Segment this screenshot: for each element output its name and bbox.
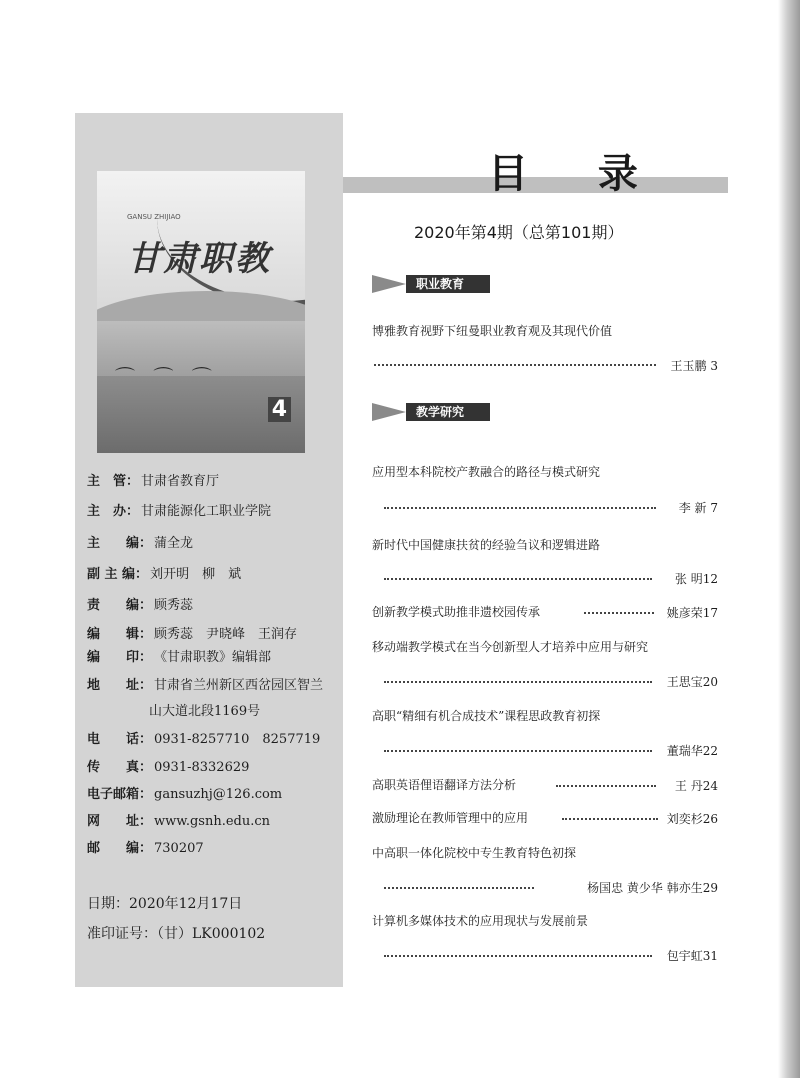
section-label: 教学研究 bbox=[406, 403, 490, 421]
article-author-page: 刘奕杉26 bbox=[666, 812, 718, 826]
article-title[interactable]: 中高职一体化院校中专生教育特色初探 bbox=[372, 846, 577, 860]
leader-dots bbox=[584, 612, 654, 614]
masthead-row: 主 编： 蒲全龙 bbox=[87, 536, 194, 551]
leader-dots bbox=[384, 750, 652, 752]
leader-dots bbox=[384, 578, 652, 580]
article-title[interactable]: 激励理论在教师管理中的应用 bbox=[372, 811, 529, 825]
leader-dots bbox=[384, 507, 656, 509]
masthead-row: 传 真： 0931-8332629 bbox=[87, 760, 250, 775]
masthead-row: 编 辑： 顾秀蕊 尹晓峰 王润存 bbox=[87, 627, 298, 642]
masthead-row: 主 管： 甘肃省教育厅 bbox=[87, 474, 220, 489]
masthead-row: 主 办： 甘肃能源化工职业学院 bbox=[87, 504, 272, 519]
article-title[interactable]: 高职英语俚语翻译方法分析 bbox=[372, 778, 517, 792]
section-header bbox=[372, 275, 490, 293]
masthead-row: 电 话： 0931-8257710 8257719 bbox=[87, 732, 321, 747]
print-permit: 准印证号：（甘）LK000102 bbox=[87, 926, 266, 942]
article-author-page: 李 新 7 bbox=[678, 501, 718, 515]
page-title: 目 录 bbox=[488, 150, 666, 197]
section-label: 职业教育 bbox=[406, 275, 490, 293]
masthead-row: 编 印： 《甘肃职教》编辑部 bbox=[87, 650, 272, 665]
article-title[interactable]: 应用型本科院校产教融合的路径与模式研究 bbox=[372, 465, 601, 479]
article-title[interactable]: 创新教学模式助推非遗校园传承 bbox=[372, 605, 541, 619]
issue-line: 2020年第4期（总第101期） bbox=[414, 223, 624, 242]
article-author-page: 王玉鹏 3 bbox=[670, 359, 718, 373]
leader-dots bbox=[384, 887, 534, 889]
cover-journal-name: 甘肃职教 bbox=[127, 239, 271, 279]
article-title[interactable]: 计算机多媒体技术的应用现状与发展前景 bbox=[372, 914, 589, 928]
leader-dots bbox=[374, 364, 656, 366]
print-date: 日期：2020年12月17日 bbox=[87, 896, 243, 912]
article-author-page: 姚彦荣17 bbox=[666, 606, 718, 620]
article-author-page: 张 明12 bbox=[674, 572, 718, 586]
article-author-page: 董瑞华22 bbox=[666, 744, 718, 758]
leader-dots bbox=[384, 955, 652, 957]
article-author-page: 王 丹24 bbox=[674, 779, 718, 793]
masthead-row: 邮 编： 730207 bbox=[87, 841, 204, 856]
article-author-page: 杨国忠 黄少华 韩亦生29 bbox=[587, 881, 718, 895]
masthead-row: 网 址： www.gsnh.edu.cn bbox=[87, 814, 271, 829]
section-arrow-icon bbox=[372, 275, 406, 293]
page-edge-shadow bbox=[778, 0, 800, 1078]
leader-dots bbox=[384, 681, 652, 683]
masthead-row: 地 址： 甘肃省兰州新区西岔园区智兰 bbox=[87, 678, 324, 693]
masthead-row: 电子邮箱： gansuzhj@126.com bbox=[87, 787, 283, 802]
section-arrow-icon bbox=[372, 403, 406, 421]
leader-dots bbox=[556, 785, 656, 787]
cover-issue-number: 4 bbox=[268, 397, 291, 422]
masthead-panel bbox=[75, 113, 343, 987]
article-title[interactable]: 新时代中国健康扶贫的经验刍议和逻辑进路 bbox=[372, 538, 601, 552]
section-header bbox=[372, 403, 490, 421]
cover-birds-icon: ⌒ ⌒ ⌒ bbox=[115, 365, 218, 389]
masthead-row: 山大道北段1169号 bbox=[149, 704, 261, 719]
article-author-page: 王思宝20 bbox=[666, 675, 718, 689]
masthead-row: 责 编： 顾秀蕊 bbox=[87, 598, 194, 613]
cover-english-name: GANSU ZHIJIAO bbox=[127, 213, 181, 221]
journal-cover-image bbox=[97, 171, 305, 453]
article-author-page: 包宇虹31 bbox=[666, 949, 718, 963]
leader-dots bbox=[562, 818, 658, 820]
article-title[interactable]: 移动端教学模式在当今创新型人才培养中应用与研究 bbox=[372, 640, 649, 654]
masthead-row: 副 主 编： 刘开明 柳 斌 bbox=[87, 567, 242, 582]
article-title[interactable]: 博雅教育视野下纽曼职业教育观及其现代价值 bbox=[372, 324, 613, 338]
article-title[interactable]: 高职“精细有机合成技术”课程思政教育初探 bbox=[372, 709, 601, 723]
